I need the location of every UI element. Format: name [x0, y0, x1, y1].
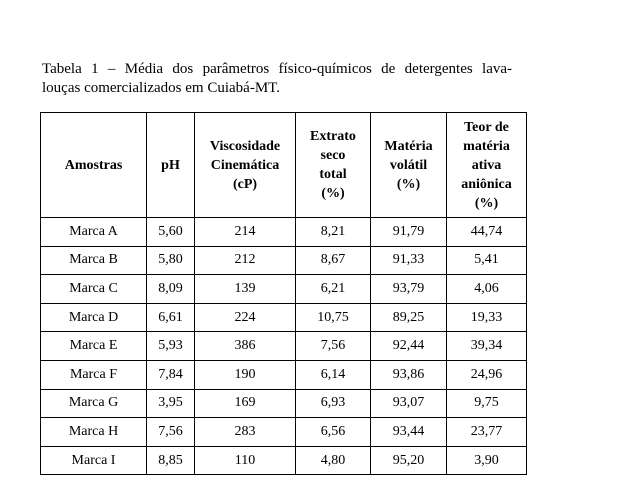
- column-header: [41, 113, 147, 218]
- value-cell: 224: [195, 303, 296, 332]
- value-cell: 6,21: [296, 275, 371, 304]
- value-cell: 3,95: [147, 389, 195, 418]
- value-cell: 7,84: [147, 360, 195, 389]
- sample-name-cell: Marca A: [41, 218, 147, 247]
- value-cell: 92,44: [371, 332, 447, 361]
- value-cell: 6,61: [147, 303, 195, 332]
- sample-name-cell: Marca B: [41, 246, 147, 275]
- caption-line-1: Tabela 1 – Média dos parâmetros físico-químicos de detergentes lava-: [42, 61, 512, 77]
- table-row: [41, 360, 527, 389]
- sample-name-cell: Marca H: [41, 418, 147, 447]
- value-cell: 7,56: [296, 332, 371, 361]
- value-cell: 5,80: [147, 246, 195, 275]
- value-cell: 9,75: [447, 389, 527, 418]
- value-cell: 4,80: [296, 446, 371, 475]
- table-caption: [42, 60, 512, 98]
- value-cell: 89,25: [371, 303, 447, 332]
- table-row: [41, 389, 527, 418]
- table-row: [41, 332, 527, 361]
- value-cell: 8,85: [147, 446, 195, 475]
- caption-line-2: louças comercializados em Cuiabá-MT.: [42, 80, 280, 96]
- column-header-line: total: [319, 167, 347, 182]
- column-header-line: matéria: [463, 138, 510, 154]
- column-header-line: (%): [474, 195, 499, 211]
- value-cell: 44,74: [447, 218, 527, 247]
- value-cell: 139: [195, 275, 296, 304]
- column-header-line: aniônica: [461, 176, 512, 192]
- value-cell: 95,20: [371, 446, 447, 475]
- parameters-table: [40, 112, 527, 475]
- column-header: [195, 113, 296, 218]
- value-cell: 212: [195, 246, 296, 275]
- value-cell: 8,09: [147, 275, 195, 304]
- value-cell: 93,86: [371, 360, 447, 389]
- value-cell: 39,34: [447, 332, 527, 361]
- value-cell: 6,14: [296, 360, 371, 389]
- column-header-line: Viscosidade: [209, 138, 281, 154]
- column-header-line: Cinemática: [210, 157, 280, 173]
- value-cell: 24,96: [447, 360, 527, 389]
- sample-name-cell: Marca F: [41, 360, 147, 389]
- table-row: [41, 218, 527, 247]
- header-row: [41, 113, 527, 218]
- sample-name-cell: Marca D: [41, 303, 147, 332]
- value-cell: 5,41: [447, 246, 527, 275]
- value-cell: 110: [195, 446, 296, 475]
- column-header-line: seco: [320, 148, 346, 163]
- table-row: [41, 303, 527, 332]
- column-header-line: (%): [396, 176, 421, 192]
- table-row: [41, 275, 527, 304]
- value-cell: 91,79: [371, 218, 447, 247]
- column-header-line: pH: [161, 157, 180, 173]
- value-cell: 214: [195, 218, 296, 247]
- column-header-line: (cP): [232, 176, 258, 192]
- table-row: [41, 446, 527, 475]
- value-cell: 93,44: [371, 418, 447, 447]
- value-cell: 5,60: [147, 218, 195, 247]
- sample-name-cell: Marca I: [41, 446, 147, 475]
- column-header: [447, 113, 527, 218]
- column-header-line: Matéria: [384, 138, 433, 154]
- value-cell: 190: [195, 360, 296, 389]
- value-cell: 8,21: [296, 218, 371, 247]
- value-cell: 7,56: [147, 418, 195, 447]
- value-cell: 169: [195, 389, 296, 418]
- sample-name-cell: Marca C: [41, 275, 147, 304]
- value-cell: 19,33: [447, 303, 527, 332]
- table-row: [41, 418, 527, 447]
- value-cell: 10,75: [296, 303, 371, 332]
- column-header-line: Teor de: [464, 119, 509, 135]
- column-header-line: Extrato: [310, 129, 356, 144]
- value-cell: 3,90: [447, 446, 527, 475]
- value-cell: 23,77: [447, 418, 527, 447]
- column-header: [147, 113, 195, 218]
- value-cell: 4,06: [447, 275, 527, 304]
- column-header-line: Amostras: [64, 157, 123, 173]
- value-cell: 386: [195, 332, 296, 361]
- column-header-line: ativa: [471, 157, 502, 173]
- value-cell: 5,93: [147, 332, 195, 361]
- column-header-line: volátil: [389, 157, 428, 173]
- value-cell: 6,93: [296, 389, 371, 418]
- table-row: [41, 246, 527, 275]
- sample-name-cell: Marca G: [41, 389, 147, 418]
- value-cell: 8,67: [296, 246, 371, 275]
- column-header: [371, 113, 447, 218]
- value-cell: 93,07: [371, 389, 447, 418]
- value-cell: 6,56: [296, 418, 371, 447]
- value-cell: 283: [195, 418, 296, 447]
- value-cell: 93,79: [371, 275, 447, 304]
- sample-name-cell: Marca E: [41, 332, 147, 361]
- value-cell: 91,33: [371, 246, 447, 275]
- column-header-line: (%): [321, 186, 345, 201]
- column-header: [296, 113, 371, 218]
